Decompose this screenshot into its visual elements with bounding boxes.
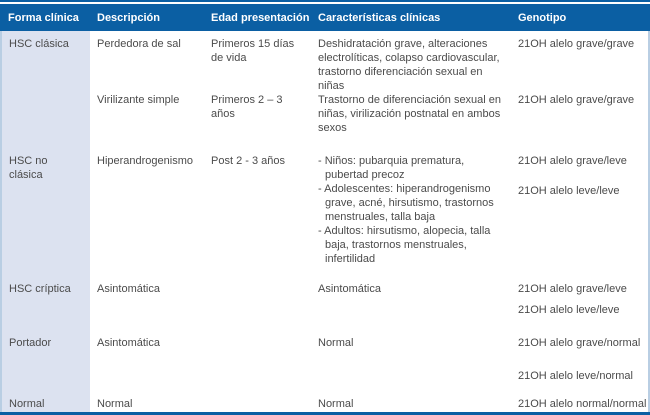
- cell-genotipo: [511, 391, 650, 412]
- table-row-portador: [2, 330, 650, 391]
- cell-genotipo: [511, 330, 650, 391]
- cell-edad-presentacion: [204, 276, 311, 330]
- cell-forma-clinica: HSC no clásica: [9, 155, 48, 181]
- caracteristica-item-adolescentes: - Adolescentes: hiperandrogenismo grave, acné, hirsutismo, trastornos menstruales, talla baja: [318, 183, 494, 223]
- cell-caracteristicas: Normal: [318, 398, 354, 410]
- caracteristica-item-adultos: - Adultos: hirsutismo, alopecia, talla baja, trastornos menstruales, infertilidad: [318, 225, 491, 265]
- cell-caracteristicas: Asintomática: [318, 283, 381, 295]
- cell-forma-clinica: Portador: [9, 337, 52, 349]
- cell-edad-presentacion: Primeros 15 días de vida: [211, 38, 295, 64]
- table-row-hsc-criptica: [2, 276, 650, 330]
- header-forma-clinica: Forma clínica: [8, 11, 79, 24]
- header-caracteristicas-clinicas: Características clínicas: [318, 11, 441, 24]
- header-edad-presentacion: Edad presentación: [211, 11, 310, 24]
- cell-forma-clinica: HSC clásica: [9, 38, 69, 50]
- genotipo-line: 21OH alelo grave/grave: [518, 94, 635, 106]
- table-row-hsc-no-clasica: [2, 148, 650, 276]
- cell-genotipo: [511, 276, 650, 330]
- cell-edad-presentacion: [204, 391, 311, 412]
- cell-genotipo: [511, 87, 650, 148]
- genotipo-line: 21OH alelo normal/normal: [518, 398, 647, 410]
- cell-genotipo: [511, 31, 650, 93]
- table-top-border: [0, 0, 650, 2]
- cell-descripcion: Perdedora de sal: [97, 38, 181, 50]
- cell-caracteristicas: Normal: [318, 337, 354, 349]
- genotipo-line: 21OH alelo grave/leve: [518, 155, 627, 167]
- genotipo-line: 21OH alelo leve/leve: [518, 304, 620, 316]
- header-genotipo: Genotipo: [518, 11, 567, 24]
- caracteristica-item-ninos: - Niños: pubarquia prematura, pubertad precoz: [318, 155, 465, 181]
- table-row-hsc-clasica-virilizante-simple: [2, 87, 650, 148]
- cell-descripcion: Asintomática: [97, 283, 160, 295]
- cell-forma-clinica: [2, 87, 90, 148]
- cell-edad-presentacion: [204, 330, 311, 391]
- genotipo-line: 21OH alelo grave/normal: [518, 337, 641, 349]
- table-body: [0, 31, 650, 412]
- cell-descripcion: Normal: [97, 398, 133, 410]
- cell-forma-clinica: Normal: [9, 398, 45, 410]
- genotipo-line: 21OH alelo grave/leve: [518, 283, 627, 295]
- cell-edad-presentacion: Post 2 - 3 años: [211, 155, 285, 167]
- cell-descripcion: Hiperandrogenismo: [97, 155, 193, 167]
- genotipo-line: 21OH alelo leve/normal: [518, 370, 633, 382]
- table-row-hsc-clasica-perdedora-de-sal: [2, 31, 650, 92]
- table-row-normal: [2, 391, 650, 412]
- cell-edad-presentacion: Primeros 2 – 3 años: [211, 94, 283, 120]
- genotipo-line: 21OH alelo leve/leve: [518, 185, 620, 197]
- cell-caracteristicas: [311, 148, 511, 276]
- cell-forma-clinica: HSC críptica: [9, 283, 71, 295]
- header-descripcion: Descripción: [97, 11, 160, 24]
- table-header-row: [0, 4, 650, 31]
- cell-caracteristicas: Deshidratación grave, alteraciones electrolíticas, colapso cardiovascular, trastorno diferenciación sexual en niñas: [318, 38, 500, 92]
- cell-descripcion: Asintomática: [97, 337, 160, 349]
- cell-genotipo: [511, 148, 650, 276]
- cell-descripcion: Virilizante simple: [97, 94, 180, 106]
- genotipo-line: 21OH alelo grave/grave: [518, 38, 635, 50]
- cell-caracteristicas: Trastorno de diferenciación sexual en niñas, virilización postnatal en ambos sexos: [318, 94, 502, 134]
